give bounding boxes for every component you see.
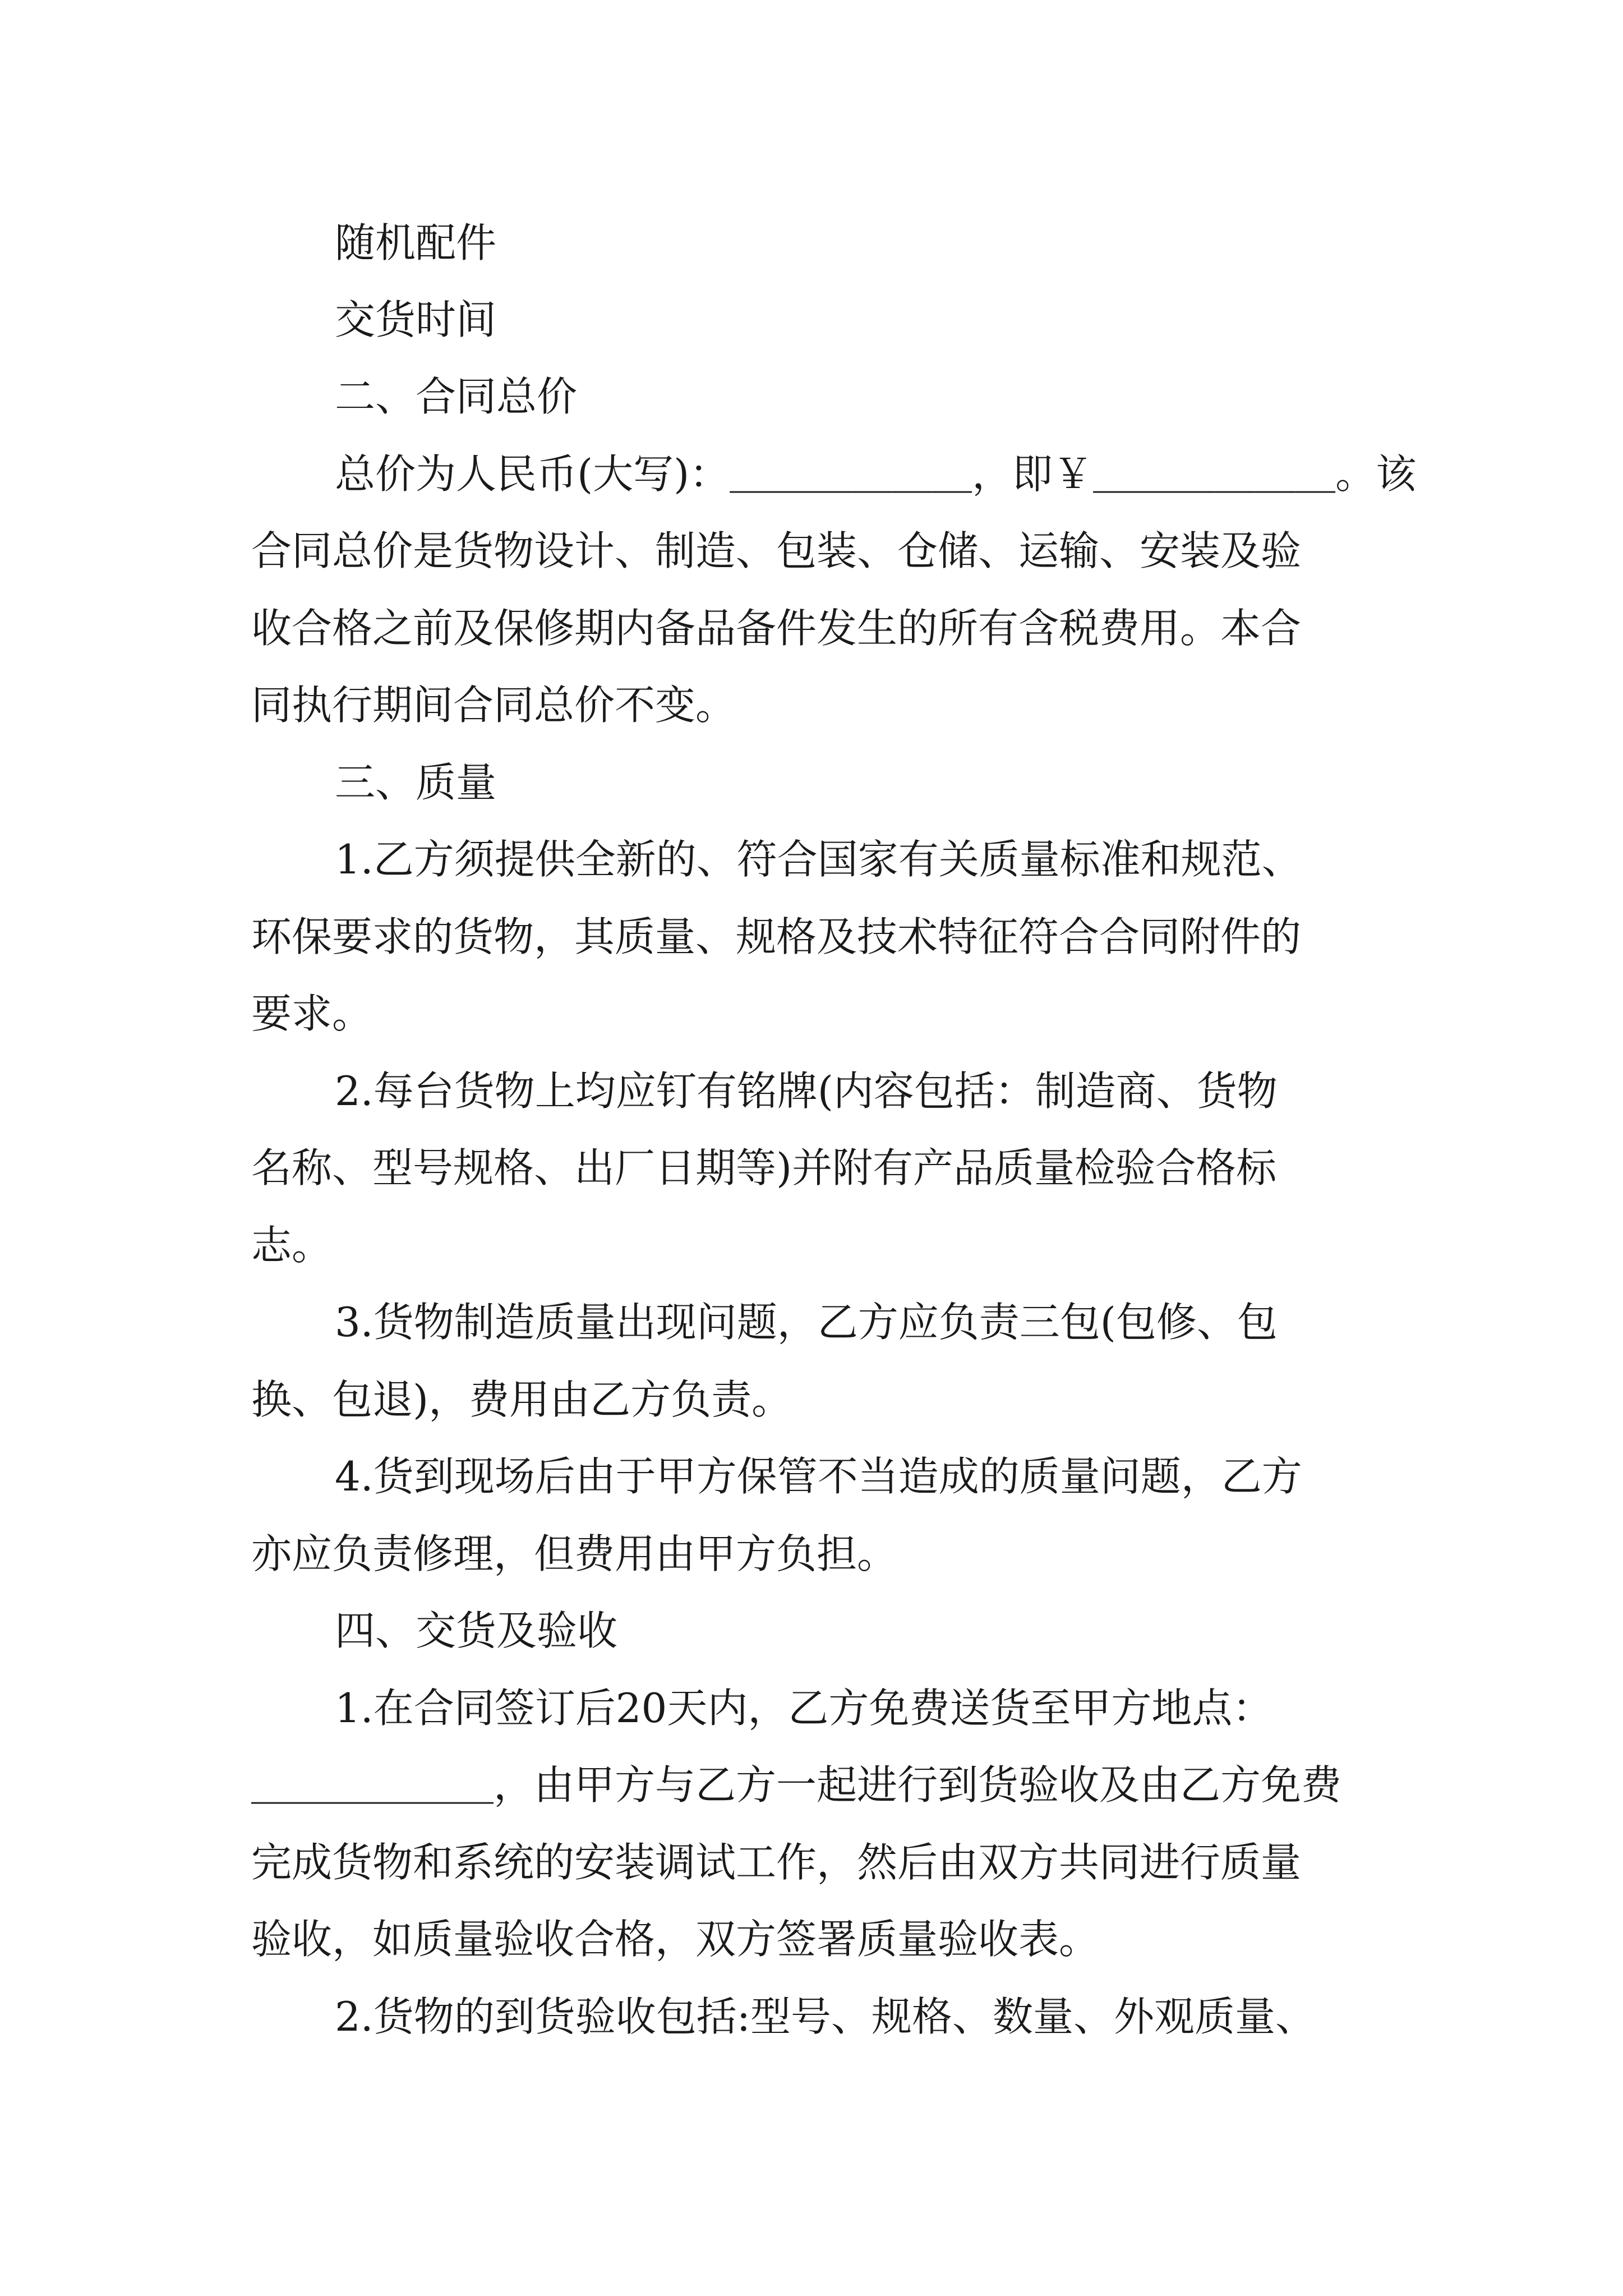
paragraph-line: 4.货到现场后由于甲方保管不当造成的质量问题，乙方 xyxy=(335,1453,1302,1500)
paragraph-line: 1.在合同签订后20天内，乙方免费送货至甲方地点： xyxy=(335,1685,1273,1732)
paragraph-line: 名称、型号规格、出厂日期等)并附有产品质量检验合格标 xyxy=(251,1144,1277,1191)
section-heading: 三、质量 xyxy=(335,759,497,806)
section-heading: 二、合同总价 xyxy=(335,373,578,420)
paragraph-line: 合同总价是货物设计、制造、包装、仓储、运输、安装及验 xyxy=(251,527,1302,574)
paragraph-line: 交货时间 xyxy=(335,296,497,343)
paragraph-line: 验收，如质量验收合格，双方签署质量验收表。 xyxy=(251,1916,1100,1963)
paragraph-line: 换、包退)，费用由乙方负责。 xyxy=(251,1376,792,1423)
paragraph-line: 收合格之前及保修期内备品备件发生的所有含税费用。本合 xyxy=(251,605,1302,652)
paragraph-line: 2.货物的到货验收包括:型号、规格、数量、外观质量、 xyxy=(335,1993,1316,2040)
paragraph-line: 亦应负责修理，但费用由甲方负担。 xyxy=(251,1530,898,1577)
paragraph-line: 完成货物和系统的安装调试工作，然后由双方共同进行质量 xyxy=(251,1839,1302,1886)
paragraph-line: 2.每台货物上均应钉有铭牌(内容包括：制造商、货物 xyxy=(335,1068,1278,1115)
paragraph-line: ＿＿＿＿＿＿，由甲方与乙方一起进行到货验收及由乙方免费 xyxy=(251,1761,1342,1809)
paragraph-line: 同执行期间合同总价不变。 xyxy=(251,682,736,729)
paragraph-line: 环保要求的货物，其质量、规格及技术特征符合合同附件的 xyxy=(251,913,1302,960)
paragraph-line: 1.乙方须提供全新的、符合国家有关质量标准和规范、 xyxy=(335,836,1302,883)
paragraph-line: 随机配件 xyxy=(335,219,497,266)
paragraph-line: 要求。 xyxy=(251,990,373,1037)
paragraph-line: 总价为人民币(大写)：＿＿＿＿＿＿，即￥＿＿＿＿＿＿。该 xyxy=(335,450,1417,498)
paragraph-line: 志。 xyxy=(251,1222,333,1269)
paragraph-line: 3.货物制造质量出现问题，乙方应负责三包(包修、包 xyxy=(335,1299,1278,1346)
section-heading: 四、交货及验收 xyxy=(335,1607,618,1654)
